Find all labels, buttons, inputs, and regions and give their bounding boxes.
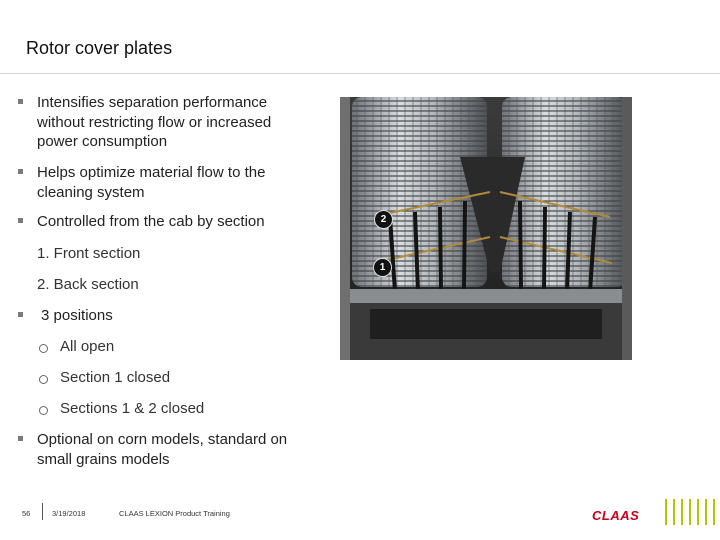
sub-item-front-section: 1. Front section (37, 245, 141, 262)
page-number: 56 (22, 509, 31, 518)
position-all-open: All open (60, 338, 115, 355)
bullet-text: Helps optimize material flow to the cleaning system (37, 164, 266, 201)
circle-bullet-icon (39, 406, 48, 415)
circle-bullet-icon (39, 375, 48, 384)
footer-date: 3/19/2018 (52, 509, 86, 518)
bullet-text: Optional on corn models, standard on small grains models (37, 431, 288, 468)
circle-bullet-icon (39, 344, 48, 353)
callout-marker-1: 1 (373, 258, 392, 277)
bullet-item-material-flow (18, 163, 308, 202)
square-bullet-icon (18, 312, 23, 317)
bullet-text: Intensifies separation performance without restricting flow or increased power consumption (37, 94, 272, 150)
square-bullet-icon (18, 218, 23, 223)
square-bullet-icon (18, 436, 23, 441)
bullet-item-positions (18, 306, 318, 326)
position-sections-closed: Sections 1 & 2 closed (60, 400, 205, 417)
slide-title: Rotor cover plates (26, 38, 173, 58)
callout-marker-2: 2 (374, 210, 393, 229)
bullet-text: 3 positions (41, 307, 113, 324)
position-section1-closed: Section 1 closed (60, 369, 171, 386)
square-bullet-icon (18, 169, 23, 174)
bullet-text: Controlled from the cab by section (37, 213, 265, 230)
bullet-item-models (18, 430, 318, 469)
sub-item-back-section: 2. Back section (37, 276, 139, 293)
bullet-item-separation (18, 93, 308, 152)
footer-divider (42, 503, 43, 520)
title-divider (0, 73, 720, 74)
stripes-decoration-icon (663, 499, 719, 530)
rotor-photo (340, 97, 632, 360)
footer-course: CLAAS LEXION Product Training (119, 509, 230, 518)
claas-logo: CLAAS (592, 508, 640, 523)
square-bullet-icon (18, 99, 23, 104)
bullet-item-control (18, 212, 318, 232)
